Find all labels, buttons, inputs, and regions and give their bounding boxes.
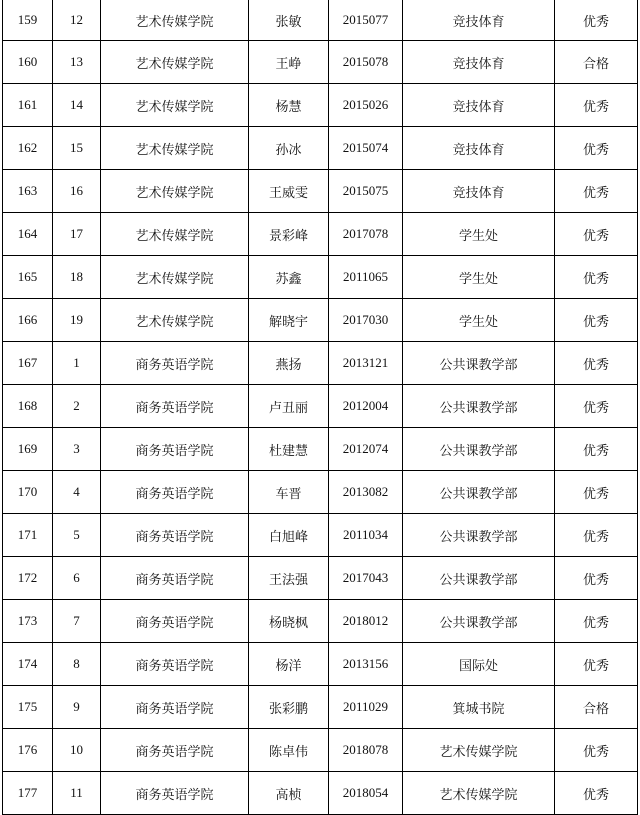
table-row xyxy=(3,127,638,170)
results-table-container xyxy=(2,0,637,815)
cell-row-number: 163 xyxy=(3,170,53,213)
cell-department: 公共课教学部 xyxy=(403,471,555,514)
cell-name: 王法强 xyxy=(249,557,329,600)
cell-employee-id: 2015074 xyxy=(329,127,403,170)
results-table xyxy=(2,0,638,815)
cell-row-number: 167 xyxy=(3,342,53,385)
cell-sequence: 19 xyxy=(53,299,101,342)
cell-result: 优秀 xyxy=(555,213,638,256)
cell-employee-id: 2012004 xyxy=(329,385,403,428)
cell-college: 艺术传媒学院 xyxy=(101,41,249,84)
cell-name: 景彩峰 xyxy=(249,213,329,256)
cell-row-number: 174 xyxy=(3,643,53,686)
cell-result: 优秀 xyxy=(555,471,638,514)
cell-employee-id: 2017043 xyxy=(329,557,403,600)
cell-name: 车晋 xyxy=(249,471,329,514)
table-row xyxy=(3,729,638,772)
cell-row-number: 169 xyxy=(3,428,53,471)
cell-employee-id: 2011029 xyxy=(329,686,403,729)
cell-college: 商务英语学院 xyxy=(101,729,249,772)
cell-department: 竞技体育 xyxy=(403,127,555,170)
cell-name: 高桢 xyxy=(249,772,329,815)
cell-result: 优秀 xyxy=(555,170,638,213)
cell-sequence: 12 xyxy=(53,0,101,41)
cell-result: 优秀 xyxy=(555,514,638,557)
cell-sequence: 18 xyxy=(53,256,101,299)
cell-college: 艺术传媒学院 xyxy=(101,213,249,256)
cell-college: 艺术传媒学院 xyxy=(101,84,249,127)
table-body xyxy=(3,0,638,815)
cell-result: 优秀 xyxy=(555,428,638,471)
cell-college: 艺术传媒学院 xyxy=(101,0,249,41)
cell-employee-id: 2015075 xyxy=(329,170,403,213)
table-row xyxy=(3,41,638,84)
cell-sequence: 4 xyxy=(53,471,101,514)
cell-row-number: 159 xyxy=(3,0,53,41)
cell-college: 艺术传媒学院 xyxy=(101,299,249,342)
cell-sequence: 2 xyxy=(53,385,101,428)
cell-result: 优秀 xyxy=(555,84,638,127)
cell-college: 商务英语学院 xyxy=(101,643,249,686)
cell-result: 优秀 xyxy=(555,600,638,643)
table-row xyxy=(3,213,638,256)
cell-row-number: 168 xyxy=(3,385,53,428)
cell-employee-id: 2013156 xyxy=(329,643,403,686)
table-row xyxy=(3,299,638,342)
cell-sequence: 9 xyxy=(53,686,101,729)
cell-sequence: 17 xyxy=(53,213,101,256)
cell-name: 王威雯 xyxy=(249,170,329,213)
cell-name: 杜建慧 xyxy=(249,428,329,471)
cell-result: 优秀 xyxy=(555,299,638,342)
table-row xyxy=(3,84,638,127)
cell-department: 竞技体育 xyxy=(403,0,555,41)
cell-college: 商务英语学院 xyxy=(101,342,249,385)
cell-employee-id: 2017030 xyxy=(329,299,403,342)
cell-row-number: 171 xyxy=(3,514,53,557)
cell-department: 公共课教学部 xyxy=(403,600,555,643)
cell-employee-id: 2018054 xyxy=(329,772,403,815)
cell-college: 商务英语学院 xyxy=(101,471,249,514)
cell-sequence: 8 xyxy=(53,643,101,686)
cell-employee-id: 2018012 xyxy=(329,600,403,643)
cell-name: 燕扬 xyxy=(249,342,329,385)
cell-name: 苏鑫 xyxy=(249,256,329,299)
cell-sequence: 13 xyxy=(53,41,101,84)
cell-department: 竞技体育 xyxy=(403,41,555,84)
cell-row-number: 173 xyxy=(3,600,53,643)
table-row xyxy=(3,428,638,471)
cell-result: 优秀 xyxy=(555,127,638,170)
cell-result: 优秀 xyxy=(555,385,638,428)
cell-result: 优秀 xyxy=(555,643,638,686)
cell-result: 合格 xyxy=(555,41,638,84)
cell-department: 公共课教学部 xyxy=(403,385,555,428)
cell-college: 商务英语学院 xyxy=(101,428,249,471)
cell-row-number: 162 xyxy=(3,127,53,170)
cell-result: 优秀 xyxy=(555,0,638,41)
table-row xyxy=(3,385,638,428)
cell-department: 竞技体育 xyxy=(403,170,555,213)
cell-sequence: 11 xyxy=(53,772,101,815)
cell-department: 学生处 xyxy=(403,213,555,256)
cell-college: 商务英语学院 xyxy=(101,514,249,557)
cell-department: 竞技体育 xyxy=(403,84,555,127)
cell-college: 商务英语学院 xyxy=(101,772,249,815)
cell-sequence: 10 xyxy=(53,729,101,772)
cell-name: 张敏 xyxy=(249,0,329,41)
cell-college: 商务英语学院 xyxy=(101,686,249,729)
cell-department: 国际处 xyxy=(403,643,555,686)
cell-employee-id: 2011065 xyxy=(329,256,403,299)
table-row xyxy=(3,471,638,514)
cell-college: 商务英语学院 xyxy=(101,557,249,600)
cell-employee-id: 2017078 xyxy=(329,213,403,256)
cell-department: 艺术传媒学院 xyxy=(403,729,555,772)
cell-department: 公共课教学部 xyxy=(403,428,555,471)
cell-employee-id: 2012074 xyxy=(329,428,403,471)
table-row xyxy=(3,514,638,557)
table-row xyxy=(3,170,638,213)
table-row xyxy=(3,686,638,729)
cell-sequence: 3 xyxy=(53,428,101,471)
table-row xyxy=(3,342,638,385)
cell-department: 学生处 xyxy=(403,256,555,299)
cell-name: 王峥 xyxy=(249,41,329,84)
cell-department: 学生处 xyxy=(403,299,555,342)
cell-row-number: 161 xyxy=(3,84,53,127)
cell-sequence: 1 xyxy=(53,342,101,385)
cell-name: 孙冰 xyxy=(249,127,329,170)
cell-employee-id: 2015026 xyxy=(329,84,403,127)
cell-row-number: 176 xyxy=(3,729,53,772)
cell-row-number: 170 xyxy=(3,471,53,514)
cell-department: 公共课教学部 xyxy=(403,514,555,557)
cell-name: 卢丑丽 xyxy=(249,385,329,428)
cell-employee-id: 2015077 xyxy=(329,0,403,41)
cell-college: 商务英语学院 xyxy=(101,600,249,643)
cell-name: 杨慧 xyxy=(249,84,329,127)
cell-sequence: 15 xyxy=(53,127,101,170)
cell-name: 杨洋 xyxy=(249,643,329,686)
cell-name: 陈卓伟 xyxy=(249,729,329,772)
cell-result: 优秀 xyxy=(555,256,638,299)
cell-sequence: 7 xyxy=(53,600,101,643)
table-row xyxy=(3,0,638,41)
cell-employee-id: 2013082 xyxy=(329,471,403,514)
cell-row-number: 166 xyxy=(3,299,53,342)
table-row xyxy=(3,643,638,686)
cell-result: 合格 xyxy=(555,686,638,729)
cell-name: 张彩鹏 xyxy=(249,686,329,729)
cell-college: 艺术传媒学院 xyxy=(101,127,249,170)
cell-row-number: 165 xyxy=(3,256,53,299)
cell-sequence: 16 xyxy=(53,170,101,213)
cell-row-number: 172 xyxy=(3,557,53,600)
cell-result: 优秀 xyxy=(555,729,638,772)
cell-college: 商务英语学院 xyxy=(101,385,249,428)
cell-employee-id: 2013121 xyxy=(329,342,403,385)
cell-row-number: 164 xyxy=(3,213,53,256)
cell-sequence: 6 xyxy=(53,557,101,600)
cell-college: 艺术传媒学院 xyxy=(101,170,249,213)
cell-college: 艺术传媒学院 xyxy=(101,256,249,299)
cell-department: 公共课教学部 xyxy=(403,557,555,600)
cell-employee-id: 2015078 xyxy=(329,41,403,84)
cell-employee-id: 2011034 xyxy=(329,514,403,557)
cell-result: 优秀 xyxy=(555,342,638,385)
cell-department: 公共课教学部 xyxy=(403,342,555,385)
cell-sequence: 5 xyxy=(53,514,101,557)
cell-employee-id: 2018078 xyxy=(329,729,403,772)
cell-name: 杨晓枫 xyxy=(249,600,329,643)
cell-sequence: 14 xyxy=(53,84,101,127)
table-row xyxy=(3,772,638,815)
table-row xyxy=(3,600,638,643)
cell-result: 优秀 xyxy=(555,557,638,600)
table-row xyxy=(3,557,638,600)
cell-department: 艺术传媒学院 xyxy=(403,772,555,815)
table-row xyxy=(3,256,638,299)
cell-name: 解晓宇 xyxy=(249,299,329,342)
cell-name: 白旭峰 xyxy=(249,514,329,557)
cell-row-number: 175 xyxy=(3,686,53,729)
cell-row-number: 177 xyxy=(3,772,53,815)
cell-department: 箕城书院 xyxy=(403,686,555,729)
cell-result: 优秀 xyxy=(555,772,638,815)
cell-row-number: 160 xyxy=(3,41,53,84)
